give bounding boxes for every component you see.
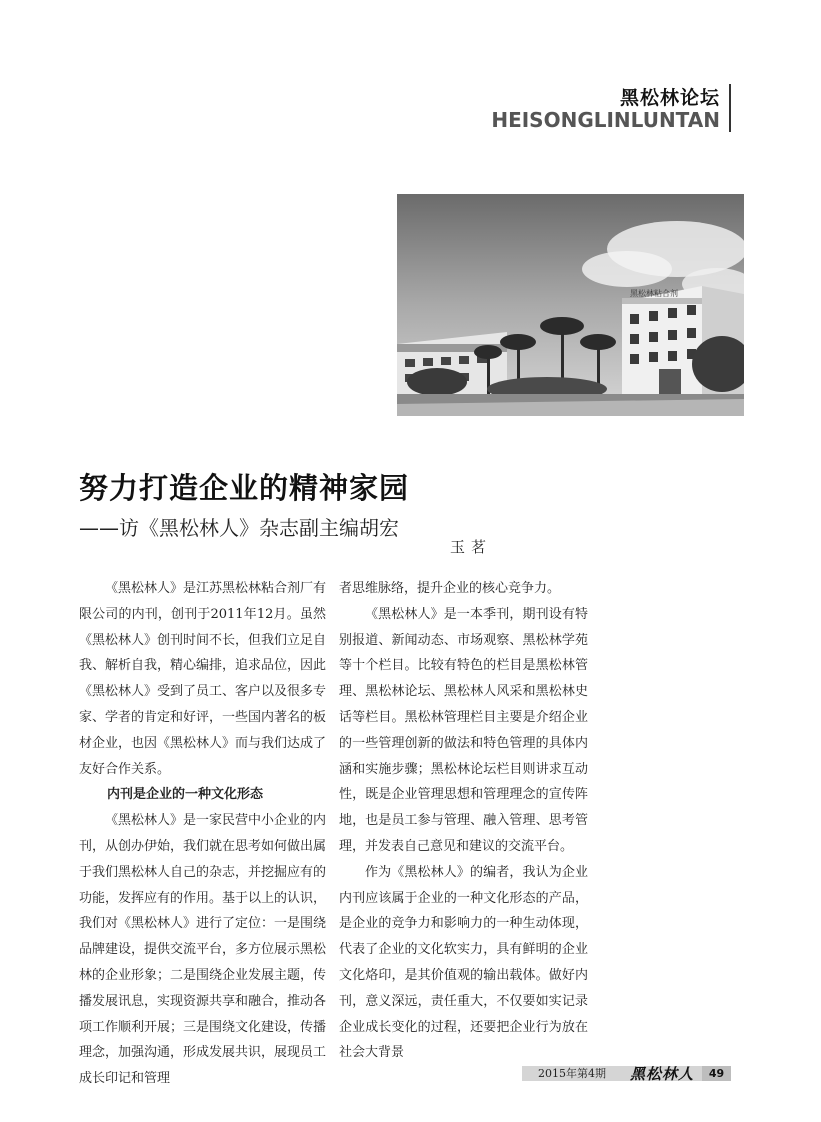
left-column <box>79 576 326 1092</box>
article-subtitle: ——访《黑松林人》杂志副主编胡宏 <box>79 516 399 540</box>
paragraph: 《黑松林人》是一本季刊，期刊设有特别报道、新闻动态、市场观察、黑松林学苑等十个栏目。比较有特色的栏目是黑松林管理、黑松林论坛、黑松林人风采和黑松林史话等栏目。黑松林管理栏目主要是介绍企业的一些管理创新的做法和特色管理的具体内涵和实施步骤；黑松林论坛栏目则讲求互动性，既是企业管理思想和管理理念的宣传阵地，也是员工参与管理、融入管理、思考管理，并发表自己意见和建议的交流平台。 <box>339 606 588 854</box>
photo-building-sign: 黑松林粘合剂 <box>630 289 678 298</box>
footer-issue: 2015年第4期 <box>538 1067 606 1080</box>
section-title-cn: 黑松林论坛 <box>619 87 720 109</box>
article-title: 努力打造企业的精神家园 <box>79 471 410 505</box>
footer-magazine-logo: 黑松林人 <box>630 1065 695 1083</box>
section-title-en: HEISONGLINLUNTAN <box>491 108 720 132</box>
section-heading: 内刊是企业的一种文化形态 <box>107 787 264 803</box>
paragraph: 作为《黑松林人》的编者，我认为企业内刊应该属于企业的一种文化形态的产品，是企业的竞争力和影响力的一种生动体现，代表了企业的文化软实力，具有鲜明的企业文化烙印，是其价值观的输出载体。做好内刊，意义深远，责任重大，不仅要如实记录企业成长变化的过程，还要把企业行为放在社会大背景 <box>339 864 588 1061</box>
paragraph: 《黑松林人》是一家民营中小企业的内刊，从创办伊始，我们就在思考如何做出属于我们黑松林人自己的杂志，并挖掘应有的功能，发挥应有的作用。基于以上的认识，我们对《黑松林人》进行了定位：一是围绕品牌建设，提供交流平台，多方位展示黑松林的企业形象；二是围绕企业发展主题，传播发展讯息，实现资源共享和融合，推动各项工作顺利开展；三是围绕文化建设，传播理念，加强沟通，形成发展共识，展现员工成长印记和管理 <box>79 813 327 1087</box>
page-number: 49 <box>702 1066 731 1081</box>
header-divider <box>729 84 731 132</box>
factory-photo <box>397 194 744 416</box>
paragraph: 《黑松林人》是江苏黑松林粘合剂厂有限公司的内刊，创刊于2011年12月。虽然《黑松林人》创刊时间不长，但我们立足自我、解析自我，精心编排，追求品位，因此《黑松林人》受到了员工、客户以及很多专家、学者的肯定和好评，一些国内著名的板材企业，也因《黑松林人》而与我们达成了友好合作关系。 <box>79 581 327 777</box>
paragraph: 者思维脉络，提升企业的核心竞争力。 <box>339 581 561 596</box>
article-author: 玉茗 <box>450 538 493 556</box>
right-column <box>339 576 588 1066</box>
